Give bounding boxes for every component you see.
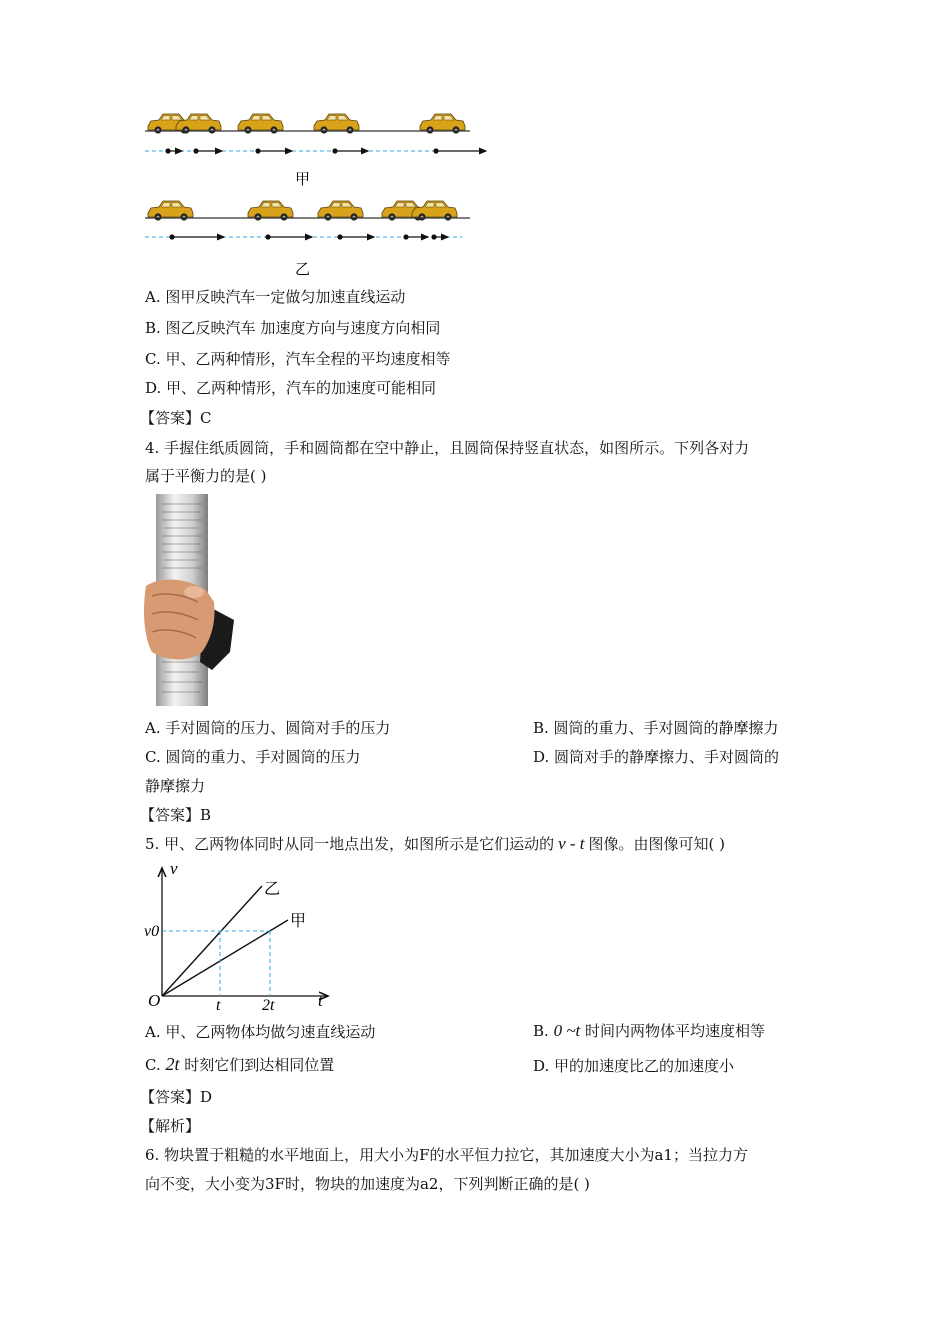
q4-stem-line1: 4. 手握住纸质圆筒，手和圆筒都在空中静止，且圆筒保持竖直状态，如图所示。下列各对力	[145, 439, 750, 457]
q5-option-c-prefix: C.	[145, 1056, 166, 1074]
tick-label-2t: 2t	[262, 997, 275, 1010]
q5-option-c-text: 时刻它们到达相同位置	[179, 1056, 335, 1074]
q5-option-a: A. 甲、乙两物体均做匀速直线运动	[145, 1023, 376, 1041]
tick-label-t: t	[216, 997, 221, 1010]
yi-cars	[145, 201, 470, 221]
q5-stem-post: 图像。由图像可知( )	[588, 835, 726, 853]
q5-option-b-math: 0 ~t	[553, 1021, 581, 1040]
line-label-yi: 乙	[264, 879, 281, 898]
q5-option-c	[145, 1054, 334, 1075]
q4-option-b: B. 圆筒的重力、手对圆筒的静摩擦力	[533, 719, 779, 737]
axis-label-v: v	[170, 859, 178, 878]
q3-answer: 【答案】C	[140, 409, 212, 427]
q5-option-b-prefix: B.	[533, 1022, 554, 1040]
q5-stem-vt: v - t	[558, 834, 585, 853]
vt-graph	[140, 858, 340, 1010]
q4-option-a: A. 手对圆筒的压力、圆筒对手的压力	[145, 719, 391, 737]
q5-stem	[145, 834, 725, 854]
jia-cars	[145, 114, 470, 134]
label-yi: 乙	[295, 260, 311, 278]
q6-stem-line2: 向不变，大小变为3F时，物块的加速度为a2，下列判断正确的是( )	[145, 1175, 590, 1193]
q3-option-b: B. 图乙反映汽车 加速度方向与速度方向相同	[145, 319, 441, 337]
line-label-jia: 甲	[290, 911, 307, 930]
q5-option-d: D. 甲的加速度比乙的加速度小	[533, 1057, 735, 1075]
label-jia: 甲	[295, 170, 311, 188]
q4-option-d-continued: 静摩擦力	[145, 777, 206, 795]
q3-option-d: D. 甲、乙两种情形，汽车的加速度可能相同	[145, 379, 437, 397]
hand-holding-paper-tube-image	[142, 492, 238, 708]
q5-option-b	[533, 1021, 765, 1041]
q5-analysis: 【解析】	[140, 1117, 201, 1135]
q5-option-c-math: 2t	[165, 1054, 180, 1074]
q5-option-b-text: 时间内两物体平均速度相等	[580, 1022, 766, 1040]
jia-velocity-arrows	[145, 148, 486, 153]
q4-stem-line2: 属于平衡力的是( )	[145, 467, 267, 485]
q5-answer: 【答案】D	[140, 1088, 213, 1106]
q4-answer: 【答案】B	[140, 806, 212, 824]
q4-option-d: D. 圆筒对手的静摩擦力、手对圆筒的	[533, 748, 780, 766]
q3-option-c: C. 甲、乙两种情形，汽车全程的平均速度相等	[145, 350, 451, 368]
label-origin: O	[148, 991, 161, 1010]
q4-option-c: C. 圆筒的重力、手对圆筒的压力	[145, 748, 361, 766]
yi-velocity-arrows	[145, 234, 462, 239]
axis-label-t: t	[318, 991, 323, 1010]
q3-option-a: A. 图甲反映汽车一定做匀加速直线运动	[145, 288, 406, 306]
line-yi	[162, 886, 262, 996]
car-motion-figure	[140, 108, 500, 280]
label-v0: v0	[144, 923, 160, 940]
q6-stem-line1: 6. 物块置于粗糙的水平地面上，用大小为F的水平恒力拉它，其加速度大小为a1；当拉力方	[145, 1146, 748, 1164]
q5-stem-pre: 5. 甲、乙两物体同时从同一地点出发，如图所示是它们运动的	[145, 835, 555, 853]
